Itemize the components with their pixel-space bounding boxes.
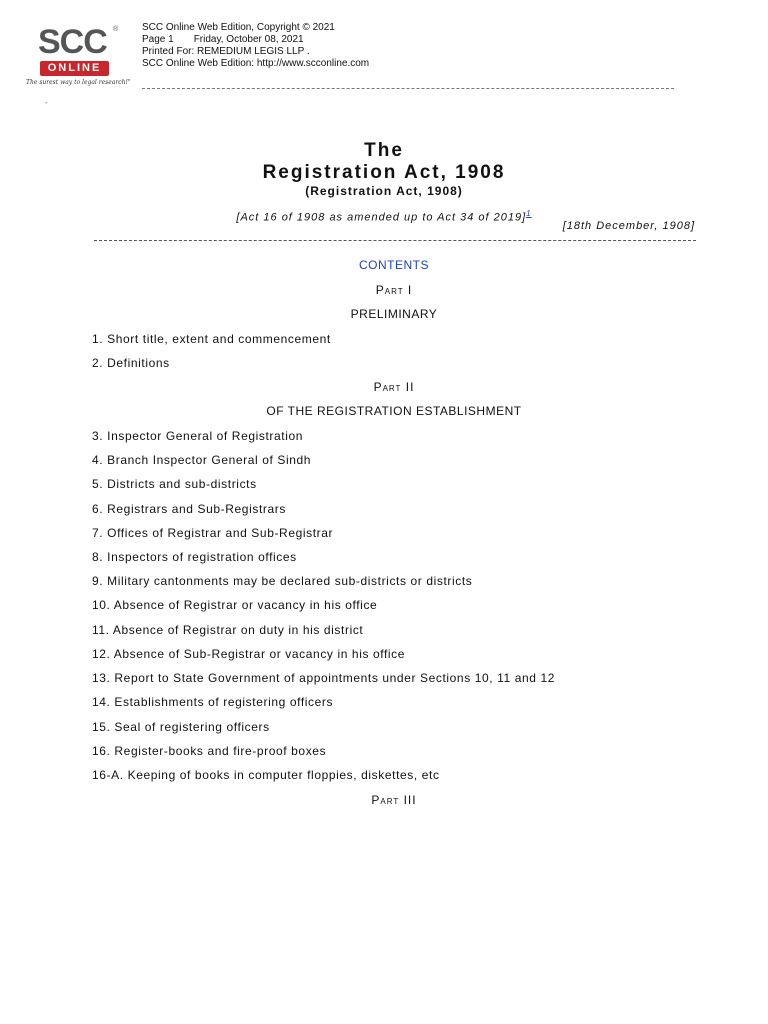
part-3-label: Part III [371,793,417,807]
copyright-line: SCC Online Web Edition, Copyright © 2021 [142,22,335,33]
toc-item[interactable]: 12. Absence of Sub-Registrar or vacancy in his office [92,647,406,661]
toc-item[interactable]: 11. Absence of Registrar on duty in his district [92,623,364,637]
page-number: Page 1 [142,34,174,45]
act-citation-text: [Act 16 of 1908 as amended up to Act 34 of 2019] [236,211,527,224]
toc-item[interactable]: 3. Inspector General of Registration [92,429,304,443]
toc-item[interactable]: 9. Military cantonments may be declared sub-districts or districts [92,574,473,588]
title-the: The [364,140,404,161]
part-2-label: Part II [373,380,415,394]
logo-brand: SCC [38,23,107,61]
toc-item[interactable]: 1. Short title, extent and commencement [92,332,331,346]
enactment-date: [18th December, 1908] [562,220,695,232]
page-title: Registration Act, 1908 [262,162,506,183]
toc-item[interactable]: 5. Districts and sub-districts [92,477,257,491]
logo-registered-mark: ® [113,26,119,33]
header-divider [142,88,674,89]
footnote-link[interactable]: 1 [526,209,532,218]
contents-heading[interactable]: CONTENTS [359,258,429,272]
title-divider [94,240,696,241]
toc-item[interactable]: 10. Absence of Registrar or vacancy in his office [92,598,378,612]
toc-item[interactable]: 15. Seal of registering officers [92,720,270,734]
toc-item[interactable]: 6. Registrars and Sub-Registrars [92,502,286,516]
page-date-line [142,34,369,46]
printed-for-line: Printed For: REMEDIUM LEGIS LLP . [142,46,310,57]
toc-item[interactable]: 13. Report to State Government of appointments under Sections 10, 11 and 12 [92,671,556,685]
part-2-title: OF THE REGISTRATION ESTABLISHMENT [266,404,522,418]
toc-item[interactable]: 14. Establishments of registering officers [92,695,334,709]
toc-item[interactable]: 2. Definitions [92,356,170,370]
logo-online-badge: ONLINE [40,61,109,76]
toc-item[interactable]: 7. Offices of Registrar and Sub-Registrar [92,526,334,540]
toc-item[interactable]: 8. Inspectors of registration offices [92,550,297,564]
part-1-label: Part I [375,283,413,297]
print-header [142,22,369,70]
print-date: Friday, October 08, 2021 [193,34,304,45]
toc-item[interactable]: 4. Branch Inspector General of Sindh [92,453,312,467]
short-title: (Registration Act, 1908) [305,184,463,198]
part-1-title: PRELIMINARY [350,307,438,321]
scc-online-logo [26,24,130,94]
website-line: SCC Online Web Edition: http://www.scconline.com [142,58,370,69]
logo-tagline: The surest way to legal research!" [26,79,131,86]
toc-item[interactable]: 16. Register-books and fire-proof boxes [92,744,327,758]
logo-mark: - [45,98,48,107]
toc-item[interactable]: 16-A. Keeping of books in computer floppies, diskettes, etc [92,768,440,782]
